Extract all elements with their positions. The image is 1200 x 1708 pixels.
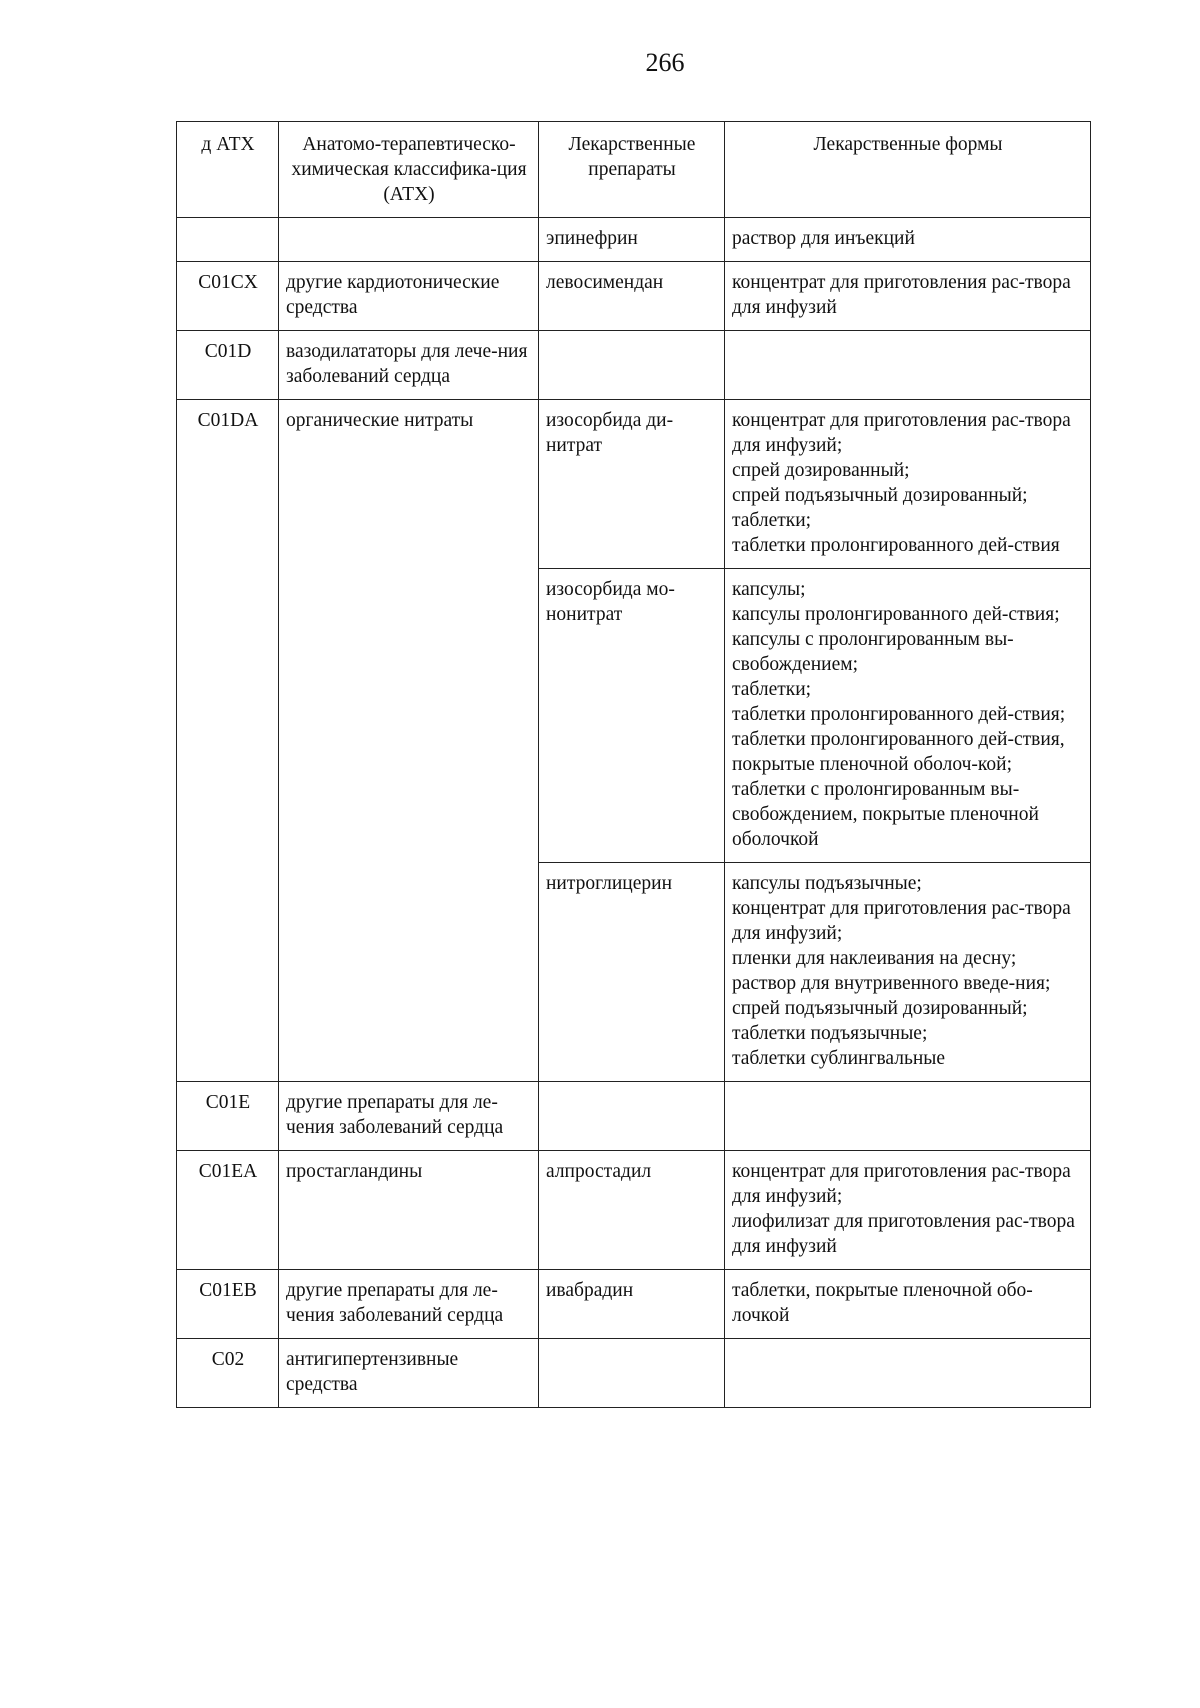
classification-cell: органические нитраты xyxy=(279,400,539,1082)
drug-cell: алпростадил xyxy=(539,1151,725,1270)
table-header-row xyxy=(177,122,1091,218)
page-number: 266 xyxy=(645,48,685,77)
atx-code-cell: C01EA xyxy=(177,1151,279,1270)
form-item: капсулы; xyxy=(732,579,806,600)
form-item: таблетки, покрытые пленочной обо-лочкой xyxy=(732,1280,1033,1326)
forms-cell xyxy=(725,1270,1091,1339)
drug-cell xyxy=(539,1082,725,1151)
form-item: таблетки; xyxy=(732,679,812,700)
classification-cell: другие препараты для ле-чения заболеваний сердца xyxy=(279,1270,539,1339)
form-item: таблетки подъязычные; xyxy=(732,1023,928,1044)
form-item: таблетки; xyxy=(732,510,812,531)
forms-cell xyxy=(725,400,1091,569)
header-dosage-forms: Лекарственные формы xyxy=(725,122,1091,218)
atx-code-cell: C01EB xyxy=(177,1270,279,1339)
atx-code-cell: C02 xyxy=(177,1339,279,1408)
form-item: спрей подъязычный дозированный; xyxy=(732,485,1028,506)
form-item: пленки для наклеивания на десну; xyxy=(732,948,1017,969)
atx-code-cell xyxy=(177,218,279,262)
table-row xyxy=(177,1151,1091,1270)
forms-cell xyxy=(725,1151,1091,1270)
forms-cell xyxy=(725,1082,1091,1151)
classification-cell: простагландины xyxy=(279,1151,539,1270)
drug-cell: эпинефрин xyxy=(539,218,725,262)
forms-cell xyxy=(725,331,1091,400)
form-item: спрей подъязычный дозированный; xyxy=(732,998,1028,1019)
drug-cell xyxy=(539,1339,725,1408)
header-atx-classification: Анатомо-терапевтическо-химическая классифика-ция (АТХ) xyxy=(279,122,539,218)
drug-cell: изосорбида мо-нонитрат xyxy=(539,569,725,863)
form-item: спрей дозированный; xyxy=(732,460,910,481)
form-item: концентрат для приготовления рас-твора для инфузий; xyxy=(732,898,1071,944)
table-body xyxy=(177,218,1091,1408)
forms-cell xyxy=(725,569,1091,863)
forms-cell xyxy=(725,218,1091,262)
table-row xyxy=(177,1270,1091,1339)
classification-cell: другие кардиотонические средства xyxy=(279,262,539,331)
forms-cell xyxy=(725,262,1091,331)
forms-cell xyxy=(725,863,1091,1082)
table-row xyxy=(177,331,1091,400)
table-row xyxy=(177,1339,1091,1408)
classification-cell: другие препараты для ле-чения заболеваний сердца xyxy=(279,1082,539,1151)
drug-cell: левосимендан xyxy=(539,262,725,331)
classification-cell xyxy=(279,218,539,262)
drug-cell: изосорбида ди-нитрат xyxy=(539,400,725,569)
atx-code-cell: C01D xyxy=(177,331,279,400)
table-row xyxy=(177,400,1091,569)
form-item: капсулы с пролонгированным вы-свобождением; xyxy=(732,629,1014,675)
atx-code-cell: C01CX xyxy=(177,262,279,331)
form-item: раствор для инъекций xyxy=(732,228,915,249)
form-item: таблетки пролонгированного дей-ствия; xyxy=(732,704,1066,725)
table-row xyxy=(177,262,1091,331)
form-item: концентрат для приготовления рас-твора для инфузий; xyxy=(732,1161,1071,1207)
form-item: таблетки сублингвальные xyxy=(732,1048,946,1069)
form-item: лиофилизат для приготовления рас-твора для инфузий xyxy=(732,1211,1075,1257)
form-item: концентрат для приготовления рас-твора для инфузий xyxy=(732,272,1071,318)
table-row xyxy=(177,1082,1091,1151)
form-item: таблетки пролонгированного дей-ствия, покрытые пленочной оболоч-кой; xyxy=(732,729,1065,775)
form-item: раствор для внутривенного введе-ния; xyxy=(732,973,1051,994)
form-item: концентрат для приготовления рас-твора для инфузий; xyxy=(732,410,1071,456)
drug-cell: нитроглицерин xyxy=(539,863,725,1082)
classification-cell: вазодилататоры для лече-ния заболеваний сердца xyxy=(279,331,539,400)
table-row xyxy=(177,218,1091,262)
atx-code-cell: C01E xyxy=(177,1082,279,1151)
atx-drug-table xyxy=(176,121,1091,1408)
form-item: таблетки пролонгированного дей-ствия xyxy=(732,535,1060,556)
form-item: таблетки с пролонгированным вы-свобождением, покрытые пленочной оболочкой xyxy=(732,779,1039,850)
header-atx-code: д АТХ xyxy=(177,122,279,218)
form-item: капсулы подъязычные; xyxy=(732,873,922,894)
drug-cell xyxy=(539,331,725,400)
atx-code-cell: C01DA xyxy=(177,400,279,1082)
header-drugs: Лекарственные препараты xyxy=(539,122,725,218)
classification-cell: антигипертензивные средства xyxy=(279,1339,539,1408)
drug-cell: ивабрадин xyxy=(539,1270,725,1339)
forms-cell xyxy=(725,1339,1091,1408)
form-item: капсулы пролонгированного дей-ствия; xyxy=(732,604,1060,625)
